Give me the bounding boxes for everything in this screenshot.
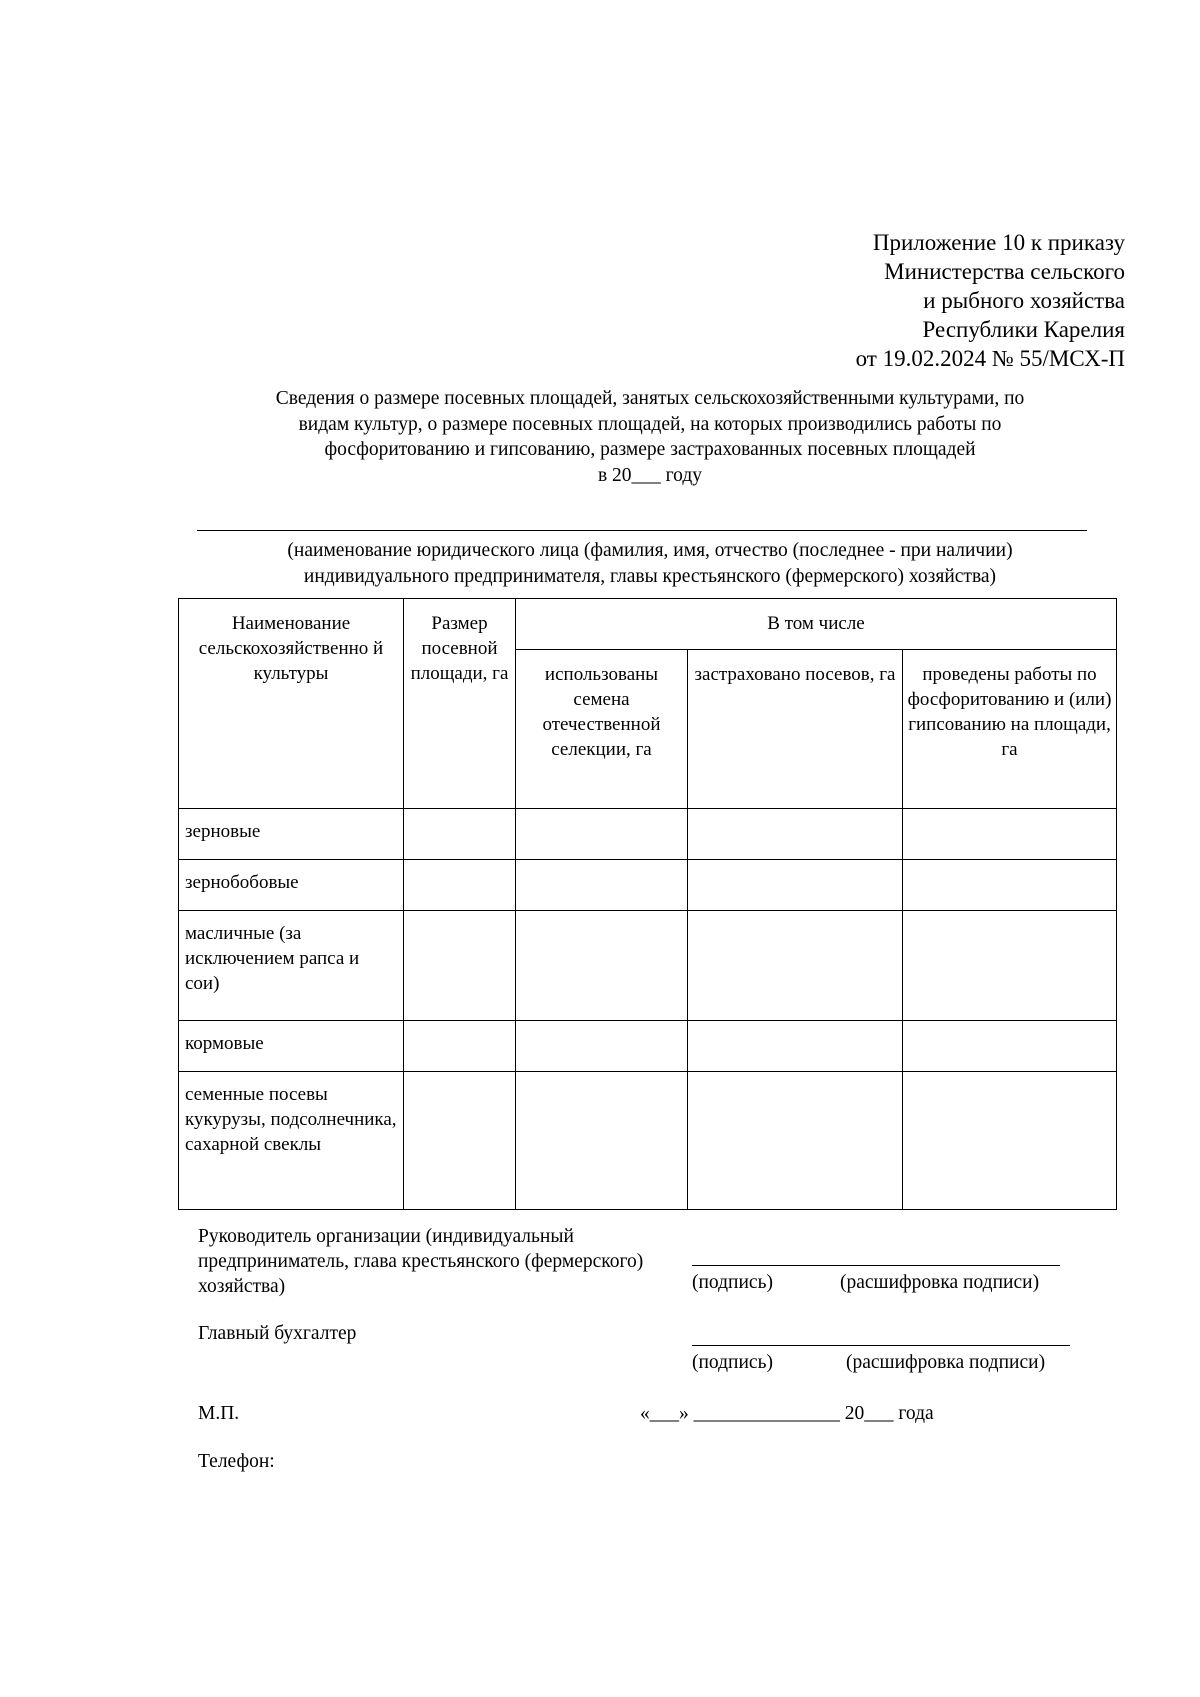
head-decode-caption: (расшифровка подписи) bbox=[840, 1272, 1040, 1293]
cell-domestic-seeds[interactable] bbox=[516, 860, 688, 911]
phone-label: Телефон: bbox=[198, 1451, 275, 1472]
stamp-label: М.П. bbox=[198, 1403, 240, 1424]
accountant-sign-caption: (подпись) bbox=[692, 1352, 773, 1373]
appendix-line: Республики Карелия bbox=[922, 317, 1125, 342]
organization-caption bbox=[180, 538, 1120, 589]
header-insured: застраховано посевов, га bbox=[688, 650, 903, 809]
cell-phosphor[interactable] bbox=[903, 809, 1117, 860]
sown-area-table bbox=[178, 598, 1117, 1210]
cell-phosphor[interactable] bbox=[903, 911, 1117, 1021]
head-signature-line[interactable] bbox=[692, 1265, 1060, 1266]
accountant-decode-caption: (расшифровка подписи) bbox=[846, 1352, 1046, 1373]
cell-area[interactable] bbox=[404, 809, 516, 860]
appendix-line: Приложение 10 к приказу bbox=[872, 230, 1125, 255]
org-caption-line: (наименование юридического лица (фамилия, имя, отчество (последнее - при наличии) bbox=[287, 540, 1013, 561]
cell-phosphor[interactable] bbox=[903, 1021, 1117, 1072]
cell-insured[interactable] bbox=[688, 1072, 903, 1210]
header-including: В том числе bbox=[516, 599, 1117, 650]
cell-domestic-seeds[interactable] bbox=[516, 1021, 688, 1072]
title-line: в 20___ году bbox=[597, 464, 703, 486]
cell-domestic-seeds[interactable] bbox=[516, 911, 688, 1021]
title-line: фосфоритованию и гипсованию, размере застрахованных посевных площадей bbox=[324, 439, 976, 460]
cell-insured[interactable] bbox=[688, 860, 903, 911]
row-label: зерновые bbox=[179, 809, 404, 860]
title-line: видам культур, о размере посевных площадей, на которых производились работы по bbox=[298, 413, 1002, 435]
table-row bbox=[179, 1072, 1117, 1210]
row-label: зернобобовые bbox=[179, 860, 404, 911]
document-title bbox=[180, 386, 1120, 488]
date-line[interactable]: «___» _______________ 20___ года bbox=[640, 1403, 934, 1424]
row-label: масличные (за исключением рапса и сои) bbox=[179, 911, 404, 1021]
table-row bbox=[179, 911, 1117, 1021]
cell-phosphor[interactable] bbox=[903, 860, 1117, 911]
header-domestic-seeds: использованы семена отечественной селекции, га bbox=[516, 650, 688, 809]
org-caption-line: индивидуального предпринимателя, главы крестьянского (фермерского) хозяйства) bbox=[303, 565, 997, 587]
appendix-line: Министерства сельского bbox=[884, 259, 1125, 284]
cell-area[interactable] bbox=[404, 1072, 516, 1210]
head-sign-caption: (подпись) bbox=[692, 1272, 773, 1293]
title-line: Сведения о размере посевных площадей, занятых сельскохозяйственными культурами, по bbox=[275, 388, 1025, 409]
table-row bbox=[179, 809, 1117, 860]
cell-insured[interactable] bbox=[688, 809, 903, 860]
head-signature-label: Руководитель организации (индивидуальный предприниматель, глава крестьянского (фермерского) хозяйства) bbox=[198, 1226, 644, 1297]
cell-domestic-seeds[interactable] bbox=[516, 1072, 688, 1210]
header-phosphor: проведены работы по фосфоритованию и (или) гипсованию на площади, га bbox=[903, 650, 1117, 809]
cell-insured[interactable] bbox=[688, 1021, 903, 1072]
accountant-signature-line[interactable] bbox=[692, 1345, 1070, 1346]
cell-insured[interactable] bbox=[688, 911, 903, 1021]
accountant-label: Главный бухгалтер bbox=[198, 1323, 357, 1344]
row-label: кормовые bbox=[179, 1021, 404, 1072]
cell-domestic-seeds[interactable] bbox=[516, 809, 688, 860]
appendix-line: и рыбного хозяйства bbox=[923, 288, 1125, 313]
table-row bbox=[179, 1021, 1117, 1072]
header-area: Размер посевной площади, га bbox=[404, 599, 516, 809]
row-label: семенные посевы кукурузы, подсолнечника, сахарной свеклы bbox=[179, 1072, 404, 1210]
appendix-line: от 19.02.2024 № 55/МСХ-П bbox=[855, 346, 1125, 371]
organization-name-line[interactable] bbox=[197, 530, 1087, 531]
cell-area[interactable] bbox=[404, 1021, 516, 1072]
table-row bbox=[179, 860, 1117, 911]
cell-area[interactable] bbox=[404, 911, 516, 1021]
cell-area[interactable] bbox=[404, 860, 516, 911]
cell-phosphor[interactable] bbox=[903, 1072, 1117, 1210]
header-crop: Наименование сельскохозяйственно й культуры bbox=[179, 599, 404, 809]
appendix-reference bbox=[856, 228, 1125, 373]
